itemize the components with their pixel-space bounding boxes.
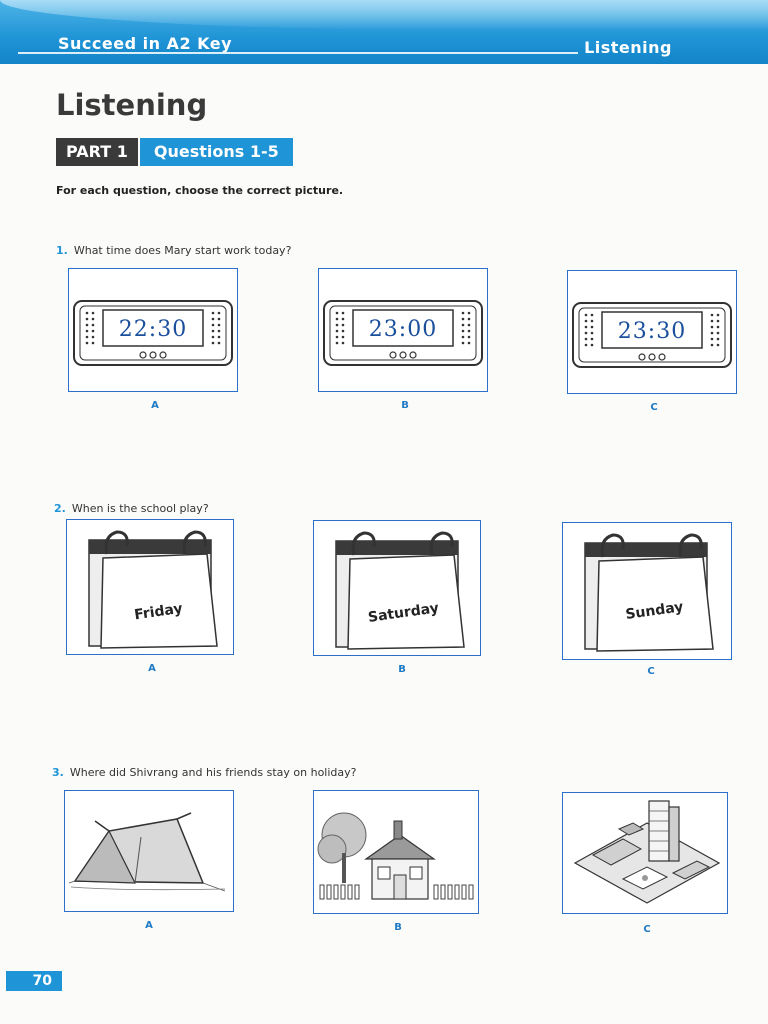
calendar-day: Saturday bbox=[367, 600, 440, 626]
question-3 bbox=[52, 766, 356, 779]
section-title: Listening bbox=[584, 38, 672, 57]
house-icon bbox=[314, 791, 480, 915]
option-2a-picture[interactable] bbox=[66, 519, 234, 655]
option-letter: B bbox=[401, 400, 409, 411]
question-number: 2. bbox=[54, 502, 66, 515]
question-2 bbox=[54, 502, 209, 515]
option-1c-picture[interactable] bbox=[567, 270, 737, 394]
tent-icon bbox=[65, 791, 235, 913]
calendar-day: Sunday bbox=[624, 599, 685, 624]
question-text: Where did Shivrang and his friends stay on holiday? bbox=[69, 766, 357, 779]
calendar-icon bbox=[563, 523, 733, 661]
option-letter: C bbox=[650, 402, 658, 413]
option-letter: C bbox=[643, 924, 651, 935]
question-text: What time does Mary start work today? bbox=[73, 244, 292, 257]
question-text: When is the school play? bbox=[71, 502, 209, 515]
clock-icon bbox=[568, 271, 738, 395]
header-banner bbox=[0, 0, 768, 64]
calendar-icon bbox=[314, 521, 482, 657]
option-2b-picture[interactable] bbox=[313, 520, 481, 656]
part-label: PART 1 bbox=[56, 138, 138, 166]
option-letter: B bbox=[398, 664, 406, 675]
clock-icon bbox=[319, 269, 489, 393]
clock-time: 22:30 bbox=[118, 317, 188, 342]
clock-icon bbox=[69, 269, 239, 393]
calendar-day: Friday bbox=[133, 600, 184, 624]
instruction: For each question, choose the correct picture. bbox=[56, 184, 344, 197]
part-questions: Questions 1-5 bbox=[140, 138, 293, 166]
question-1 bbox=[56, 244, 291, 257]
option-letter: A bbox=[151, 400, 159, 411]
option-2c-picture[interactable] bbox=[562, 522, 732, 660]
option-3b-picture[interactable] bbox=[313, 790, 479, 914]
option-1b-picture[interactable] bbox=[318, 268, 488, 392]
option-3c-picture[interactable] bbox=[562, 792, 728, 914]
question-number: 3. bbox=[52, 766, 64, 779]
clock-time: 23:30 bbox=[617, 319, 687, 344]
option-1a-picture[interactable] bbox=[68, 268, 238, 392]
book-title: Succeed in A2 Key bbox=[58, 34, 233, 53]
page-number: 70 bbox=[6, 971, 62, 991]
option-letter: A bbox=[145, 920, 153, 931]
option-3a-picture[interactable] bbox=[64, 790, 234, 912]
calendar-icon bbox=[67, 520, 235, 656]
hotel-building-icon bbox=[563, 793, 729, 915]
option-letter: B bbox=[394, 922, 402, 933]
option-letter: A bbox=[148, 663, 156, 674]
page-title: Listening bbox=[56, 88, 208, 122]
question-number: 1. bbox=[56, 244, 68, 257]
option-letter: C bbox=[647, 666, 655, 677]
clock-time: 23:00 bbox=[368, 317, 438, 342]
part-bar bbox=[56, 138, 293, 166]
banner-swoosh bbox=[0, 0, 768, 30]
